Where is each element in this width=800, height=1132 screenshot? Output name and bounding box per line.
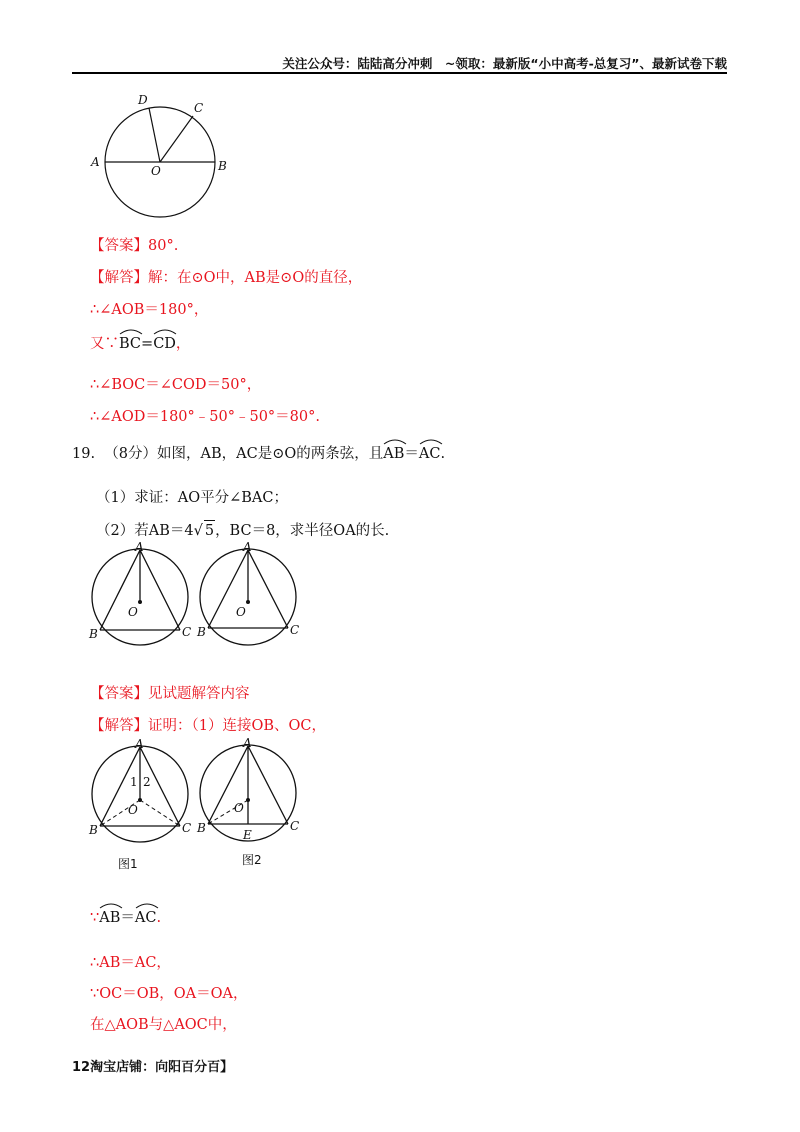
- q19-solution: [90, 716, 326, 736]
- label-b: B: [197, 821, 206, 835]
- label-c: C: [194, 101, 204, 115]
- arc-bc: [119, 330, 141, 354]
- period: .: [156, 910, 162, 926]
- label-c: C: [182, 625, 192, 639]
- arc-mark: [119, 327, 143, 335]
- page-header: 关注公众号：陆陆高分冲刺 ~领取：最新版“小中高考-总复习”、最新试卷下载: [282, 56, 727, 71]
- sqrt-sign: √: [193, 523, 203, 539]
- circle-diagram-q18: [88, 90, 238, 225]
- label-c: C: [290, 623, 300, 637]
- q19-solution-triangles: 在△AOB与△AOC中，: [90, 1017, 237, 1033]
- label-b: B: [89, 823, 98, 837]
- q19-solution-since-arcs: [90, 904, 161, 928]
- period: .: [440, 446, 446, 462]
- q18-solution-line-5: ∴∠AOD＝180°﹣50°﹣50°＝80°.: [90, 409, 320, 425]
- q18-solution-line-3: [90, 330, 190, 354]
- arc-mark: [153, 327, 177, 335]
- arc-cd: [153, 330, 176, 354]
- solution-tag: 【解答】: [90, 718, 148, 734]
- arc-ab: [99, 904, 120, 928]
- solution-tag: 【解答】: [90, 270, 148, 286]
- label-b: B: [218, 159, 227, 173]
- label-e: E: [243, 828, 252, 842]
- answer-tag: 【答案】: [90, 238, 148, 254]
- question-number: 19.: [72, 446, 96, 462]
- q18-solution-line-1: [90, 268, 362, 288]
- answer-value: 见试题解答内容: [148, 686, 250, 702]
- comma: ，: [175, 336, 191, 352]
- arc-mark: [99, 901, 123, 909]
- solution-text: 证明：（1）连接OB、OC，: [148, 718, 326, 734]
- arc-ac-label: AC: [418, 446, 441, 462]
- label-b: B: [197, 625, 206, 639]
- angle-1-label: 1: [130, 775, 138, 789]
- q18-solution-line-4: ∴∠BOC＝∠COD＝50°，: [90, 377, 262, 393]
- solution-text: 解：在⊙O中，AB是⊙O的直径，: [148, 270, 363, 286]
- arc-ac: [419, 440, 441, 464]
- since-symbol: 又∵: [90, 336, 119, 352]
- equals: ＝: [120, 910, 135, 926]
- label-o: O: [151, 164, 161, 178]
- arc-ac-label: AC: [134, 910, 157, 926]
- label-d: D: [138, 93, 148, 107]
- label-b: B: [89, 627, 98, 641]
- arc-bc-label: BC: [119, 336, 142, 352]
- figure-caption-2: 图2: [242, 853, 262, 867]
- part2-prefix: （2）若AB＝4: [96, 523, 194, 539]
- label-o: O: [236, 605, 246, 619]
- arc-ab-label: AB: [99, 910, 121, 926]
- arc-mark: [135, 901, 159, 909]
- label-a: A: [243, 736, 252, 750]
- label-a: A: [135, 540, 144, 554]
- header-rule: [72, 72, 727, 74]
- arc-cd-label: CD: [153, 336, 176, 352]
- arc-mark: [419, 437, 443, 445]
- arc-ab: [383, 440, 404, 464]
- q19-stem: [72, 440, 445, 464]
- equals: ＝: [404, 446, 419, 462]
- answer-value: 80°.: [148, 238, 179, 254]
- label-o: O: [128, 605, 138, 619]
- label-a: A: [243, 540, 252, 554]
- sqrt-radicand: 5: [204, 520, 215, 541]
- equals: =: [141, 336, 154, 352]
- q19-part-2: [96, 520, 389, 541]
- label-c: C: [290, 819, 300, 833]
- page-footer: [72, 1056, 233, 1075]
- label-a: A: [135, 737, 144, 751]
- arc-mark: [383, 437, 407, 445]
- solution-figure-1: [88, 738, 198, 873]
- label-c: C: [182, 821, 192, 835]
- q18-answer: [90, 236, 178, 256]
- since-symbol: ∵: [90, 910, 100, 926]
- triangle-diagram-right: [196, 542, 306, 652]
- label-o: O: [234, 801, 244, 815]
- page-number: 12: [72, 1060, 91, 1075]
- arc-ab-label: AB: [383, 446, 405, 462]
- label-o: O: [128, 803, 138, 817]
- q19-solution-ab-ac: ∴AB＝AC，: [90, 955, 171, 971]
- figure-caption-1: 图1: [118, 857, 138, 871]
- part2-suffix: ，BC＝8，求半径OA的长.: [215, 523, 390, 539]
- solution-figure-2: [196, 738, 306, 873]
- q19-answer: [90, 684, 250, 704]
- triangle-diagram-left: [88, 542, 198, 652]
- stem-text: （8分）如图，AB，AC是⊙O的两条弦，且: [104, 446, 384, 462]
- q19-solution-oc-ob: ∵OC＝OB，OA＝OA，: [90, 986, 248, 1002]
- angle-2-label: 2: [143, 775, 151, 789]
- footer-text: 淘宝店铺：向阳百分百】: [90, 1060, 234, 1075]
- answer-tag: 【答案】: [90, 686, 148, 702]
- arc-ac: [135, 904, 157, 928]
- label-a: A: [91, 155, 100, 169]
- q18-solution-line-2: ∴∠AOB＝180°，: [90, 302, 209, 318]
- q19-part-1: （1）求证：AO平分∠BAC；: [96, 490, 288, 506]
